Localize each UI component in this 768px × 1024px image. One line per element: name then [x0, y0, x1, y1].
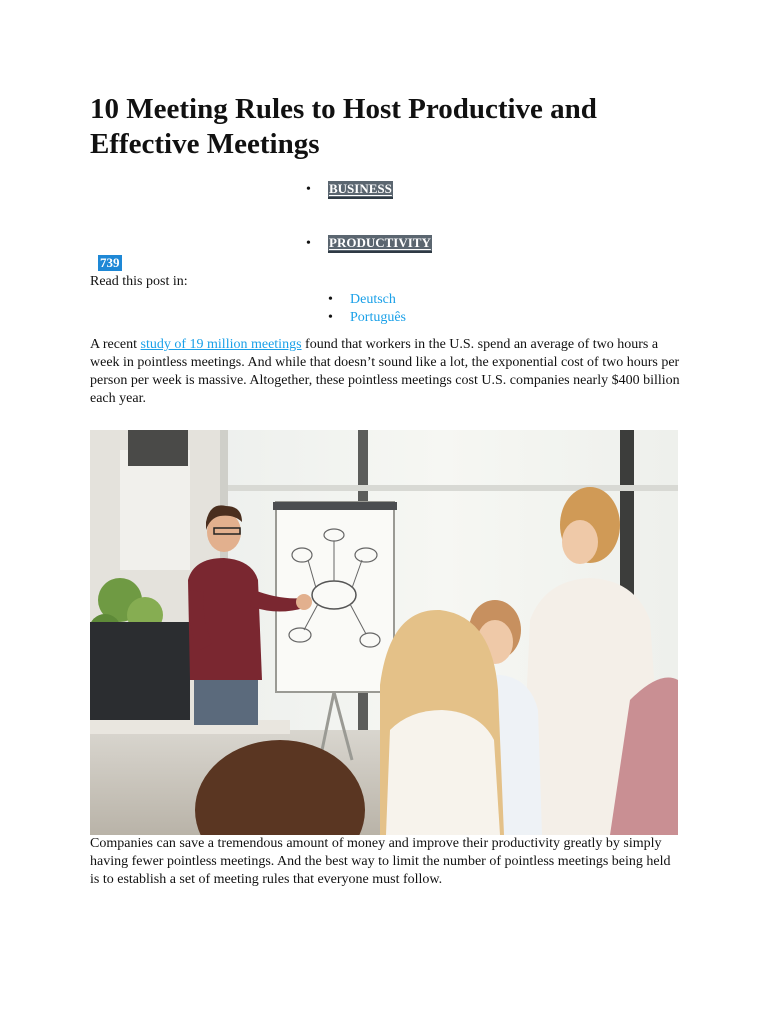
article-title-line-1: 10 Meeting Rules to Host Productive and	[90, 93, 597, 125]
article-title	[90, 92, 690, 162]
meeting-photo	[90, 430, 678, 835]
language-item	[328, 309, 406, 327]
intro-text-before: A recent	[90, 337, 141, 352]
language-list	[328, 291, 406, 327]
bullet-icon: •	[328, 292, 333, 307]
category-list	[306, 180, 432, 288]
bullet-icon: •	[328, 310, 333, 325]
category-tag-business[interactable]: BUSINESS	[328, 181, 393, 199]
share-count-badge[interactable]: 739	[100, 255, 120, 270]
read-in-label: Read this post in:	[90, 274, 188, 289]
intro-paragraph	[90, 336, 680, 408]
article-title-line-2: Effective Meetings	[90, 128, 320, 160]
bullet-icon: •	[306, 236, 311, 251]
category-tag-productivity[interactable]: PRODUCTIVITY	[328, 235, 432, 253]
language-link-deutsch[interactable]: Deutsch	[350, 292, 396, 307]
category-item	[306, 180, 432, 234]
category-item	[306, 234, 432, 288]
body-paragraph: Companies can save a tremendous amount of money and improve their productivity greatly by simply having fewer pointless meetings. And the best way to limit the number of pointless meetings being held is to establish a set of meeting rules that everyone must follow.	[90, 836, 671, 887]
intro-text-after: found that workers in the U.S. spend an average of two hours a week in pointless meetings. And while that doesn’t sound like a lot, the exponential cost of two hours per person per week is massive. Altogether, these pointless meetings cost U.S. companies nearly $400 billion each year.	[90, 337, 680, 406]
bullet-icon: •	[306, 182, 311, 197]
language-link-portugues[interactable]: Português	[350, 310, 406, 325]
study-link[interactable]: study of 19 million meetings	[140, 337, 302, 352]
language-item	[328, 291, 406, 309]
